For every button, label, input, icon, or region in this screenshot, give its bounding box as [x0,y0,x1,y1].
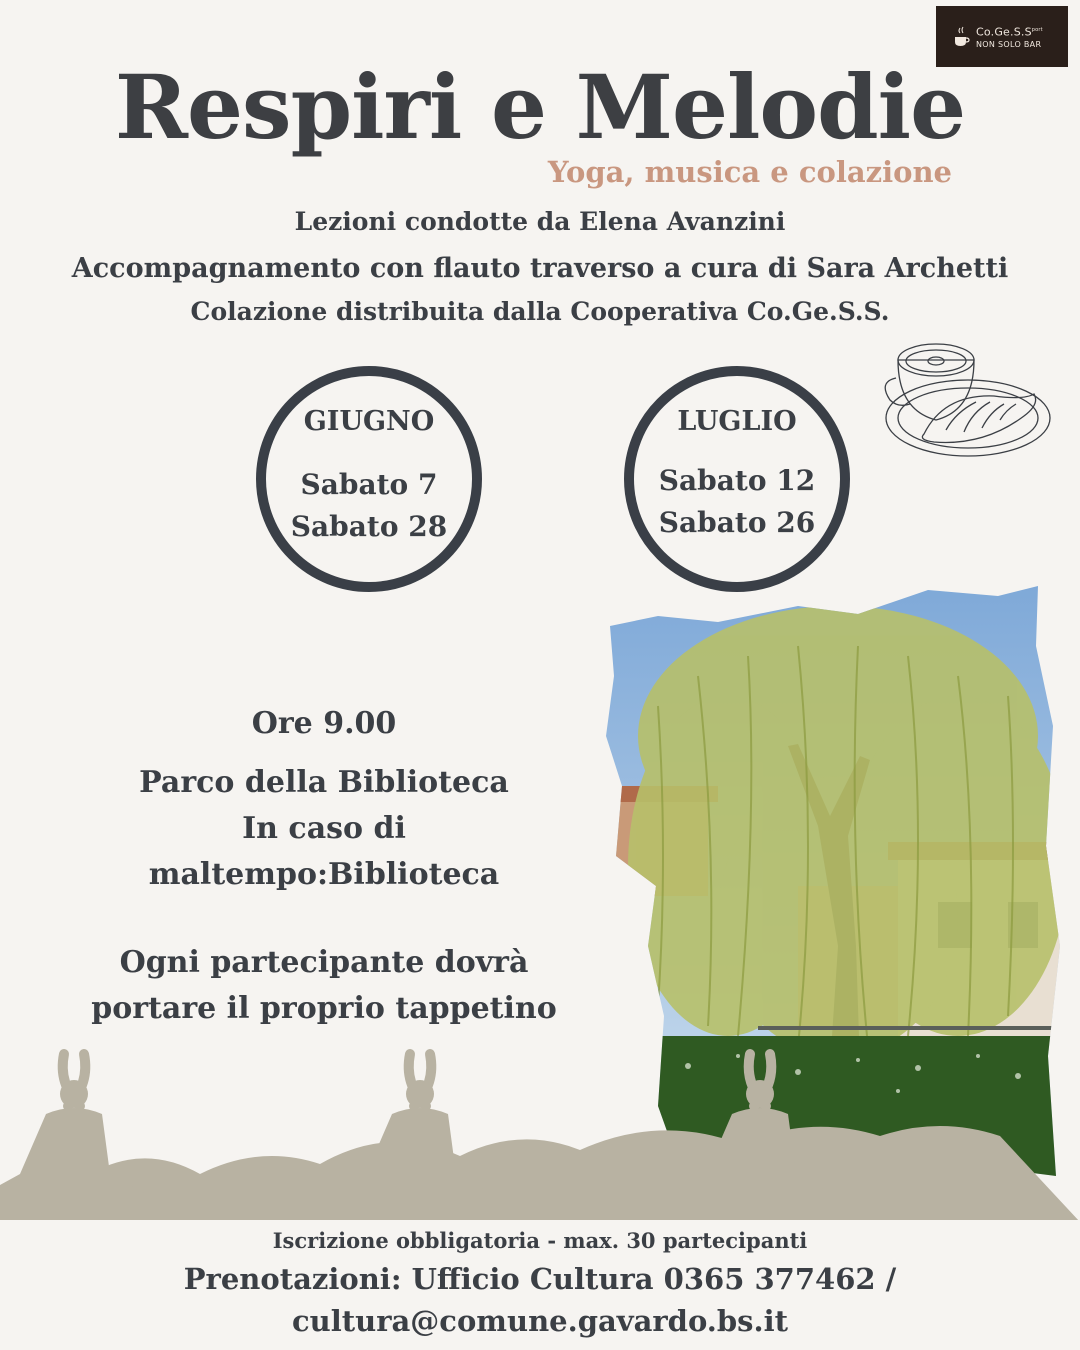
date-item: Sabato 28 [290,510,448,543]
logo-name: $Co.Ge.S.S^{port}$ [976,25,1043,39]
credit-breakfast: Colazione distribuita dalla Cooperativa Co.Ge.S.S. [190,297,890,326]
coffee-cup-icon [954,26,970,48]
event-time: Ore 9.00 [251,706,397,741]
date-item: Sabato 7 [300,468,438,501]
date-item: Sabato 12 [658,464,816,497]
registration-note: Iscrizione obbligatoria - max. 30 partecipanti [272,1228,808,1253]
date-circle-giugno [256,366,482,592]
month-label: GIUGNO [303,406,435,437]
logo-tagline: NON SOLO BAR [976,39,1042,49]
coffee-croissant-icon [876,334,1054,462]
page-subtitle: Yoga, musica e colazione [547,155,952,189]
booking-email[interactable]: cultura@comune.gavardo.bs.it [291,1304,789,1338]
credit-flute: Accompagnamento con flauto traverso a cura di Sara Archetti [71,253,1009,284]
booking-contact: Prenotazioni: Ufficio Cultura 0365 377462 / [183,1262,897,1296]
date-circle-luglio [624,366,850,592]
page-title: Respiri e Melodie [114,55,966,159]
month-label: LUGLIO [677,406,797,437]
place-line: maltempo:Biblioteca [148,857,500,892]
yoga-silhouettes [0,1040,1080,1222]
place-line: In caso di [242,811,406,846]
date-item: Sabato 26 [658,506,816,539]
mat-notice [44,940,604,1032]
mat-line: portare il proprio tappetino [91,991,557,1026]
credit-instructor: Lezioni condotte da Elena Avanzini [294,207,786,236]
place-line: Parco della Biblioteca [139,765,509,800]
mat-line: Ogni partecipante dovrà [119,945,529,980]
event-place [74,760,574,898]
